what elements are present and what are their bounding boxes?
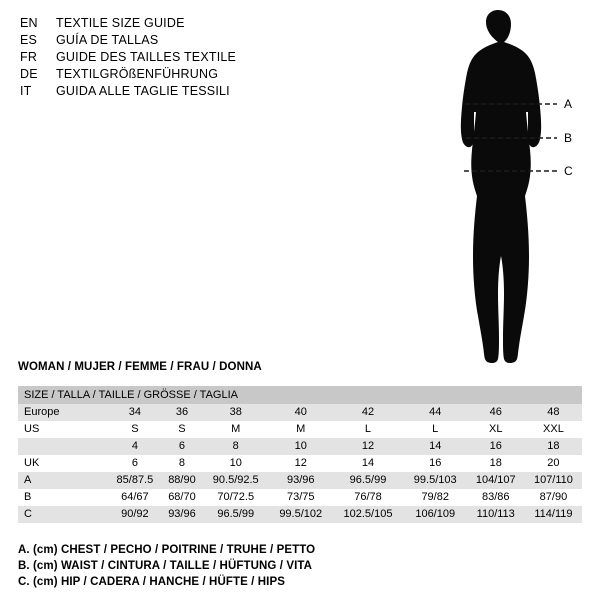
language-title: GUIDA ALLE TAGLIE TESSILI — [56, 84, 230, 98]
table-cell: 48 — [525, 404, 582, 421]
row-label: C — [18, 506, 108, 523]
table-cell: 83/86 — [467, 489, 525, 506]
table-cell: L — [332, 421, 404, 438]
language-header-block — [20, 16, 350, 101]
table-row — [18, 421, 582, 438]
table-cell: 99.5/102 — [269, 506, 332, 523]
size-table — [18, 386, 582, 523]
table-cell: 114/119 — [525, 506, 582, 523]
table-title-cell: SIZE / TALLA / TAILLE / GRÖSSE / TAGLIA — [18, 386, 582, 404]
table-cell: 18 — [467, 455, 525, 472]
row-label: UK — [18, 455, 108, 472]
measurement-legend — [18, 542, 578, 590]
table-cell: 14 — [332, 455, 404, 472]
female-silhouette-icon — [430, 8, 590, 368]
language-row — [20, 50, 350, 67]
section-caption: WOMAN / MUJER / FEMME / FRAU / DONNA — [18, 361, 262, 373]
table-cell: 70/72.5 — [202, 489, 269, 506]
table-cell: 68/70 — [162, 489, 202, 506]
table-cell: 42 — [332, 404, 404, 421]
table-cell: 99.5/103 — [404, 472, 467, 489]
table-cell: S — [108, 421, 162, 438]
marker-label-b: B — [564, 131, 573, 145]
table-cell: 18 — [525, 438, 582, 455]
table-cell: M — [202, 421, 269, 438]
table-row — [18, 438, 582, 455]
table-cell: 40 — [269, 404, 332, 421]
language-row — [20, 84, 350, 101]
table-row — [18, 455, 582, 472]
table-row — [18, 506, 582, 523]
table-cell: 4 — [108, 438, 162, 455]
table-cell: 46 — [467, 404, 525, 421]
table-cell: 38 — [202, 404, 269, 421]
table-cell: 16 — [404, 455, 467, 472]
table-cell: 106/109 — [404, 506, 467, 523]
marker-label-c: C — [564, 164, 573, 178]
table-cell: 16 — [467, 438, 525, 455]
table-cell: 93/96 — [162, 506, 202, 523]
table-cell: 6 — [108, 455, 162, 472]
language-title: GUÍA DE TALLAS — [56, 33, 159, 47]
table-cell: 8 — [162, 455, 202, 472]
table-cell: XXL — [525, 421, 582, 438]
table-cell: 87/90 — [525, 489, 582, 506]
table-cell: 12 — [332, 438, 404, 455]
marker-label-a: A — [564, 97, 573, 111]
language-code: IT — [20, 84, 32, 98]
row-label: A — [18, 472, 108, 489]
table-cell: 76/78 — [332, 489, 404, 506]
language-title: TEXTILGRÖßENFÜHRUNG — [56, 67, 219, 81]
language-code: ES — [20, 33, 38, 47]
table-cell: S — [162, 421, 202, 438]
table-cell: 107/110 — [525, 472, 582, 489]
language-code: DE — [20, 67, 38, 81]
language-code: EN — [20, 16, 38, 30]
table-cell: 8 — [202, 438, 269, 455]
table-cell: 96.5/99 — [202, 506, 269, 523]
legend-line-c: C. (cm) HIP / CADERA / HANCHE / HÜFTE / HIPS — [18, 576, 286, 588]
table-row — [18, 489, 582, 506]
legend-line-a: A. (cm) CHEST / PECHO / POITRINE / TRUHE / PETTO — [18, 544, 316, 556]
row-label: B — [18, 489, 108, 506]
table-cell: 102.5/105 — [332, 506, 404, 523]
table-cell: 10 — [202, 455, 269, 472]
row-label: US — [18, 421, 108, 438]
table-cell: XL — [467, 421, 525, 438]
table-cell: L — [404, 421, 467, 438]
table-cell: 44 — [404, 404, 467, 421]
table-cell: 88/90 — [162, 472, 202, 489]
table-cell: 10 — [269, 438, 332, 455]
table-cell: 96.5/99 — [332, 472, 404, 489]
table-cell: 14 — [404, 438, 467, 455]
table-cell: 34 — [108, 404, 162, 421]
table-cell: 36 — [162, 404, 202, 421]
language-code: FR — [20, 50, 38, 64]
row-label: Europe — [18, 404, 108, 421]
table-row — [18, 404, 582, 421]
table-cell: 12 — [269, 455, 332, 472]
table-cell: 110/113 — [467, 506, 525, 523]
language-title: GUIDE DES TAILLES TEXTILE — [56, 50, 237, 64]
language-row — [20, 16, 350, 33]
table-cell: 90/92 — [108, 506, 162, 523]
table-cell: 85/87.5 — [108, 472, 162, 489]
table-cell: 73/75 — [269, 489, 332, 506]
table-cell: 6 — [162, 438, 202, 455]
table-cell: 90.5/92.5 — [202, 472, 269, 489]
legend-line-b: B. (cm) WAIST / CINTURA / TAILLE / HÜFTUNG / VITA — [18, 560, 313, 572]
table-cell: 104/107 — [467, 472, 525, 489]
measurement-figure — [430, 8, 590, 368]
table-title-row — [18, 386, 582, 404]
table-cell: 93/96 — [269, 472, 332, 489]
table-cell: 64/67 — [108, 489, 162, 506]
table-cell: M — [269, 421, 332, 438]
table-cell: 20 — [525, 455, 582, 472]
row-label — [18, 438, 108, 455]
language-row — [20, 33, 350, 50]
table-row — [18, 472, 582, 489]
language-title: TEXTILE SIZE GUIDE — [56, 16, 185, 30]
table-cell: 79/82 — [404, 489, 467, 506]
language-row — [20, 67, 350, 84]
